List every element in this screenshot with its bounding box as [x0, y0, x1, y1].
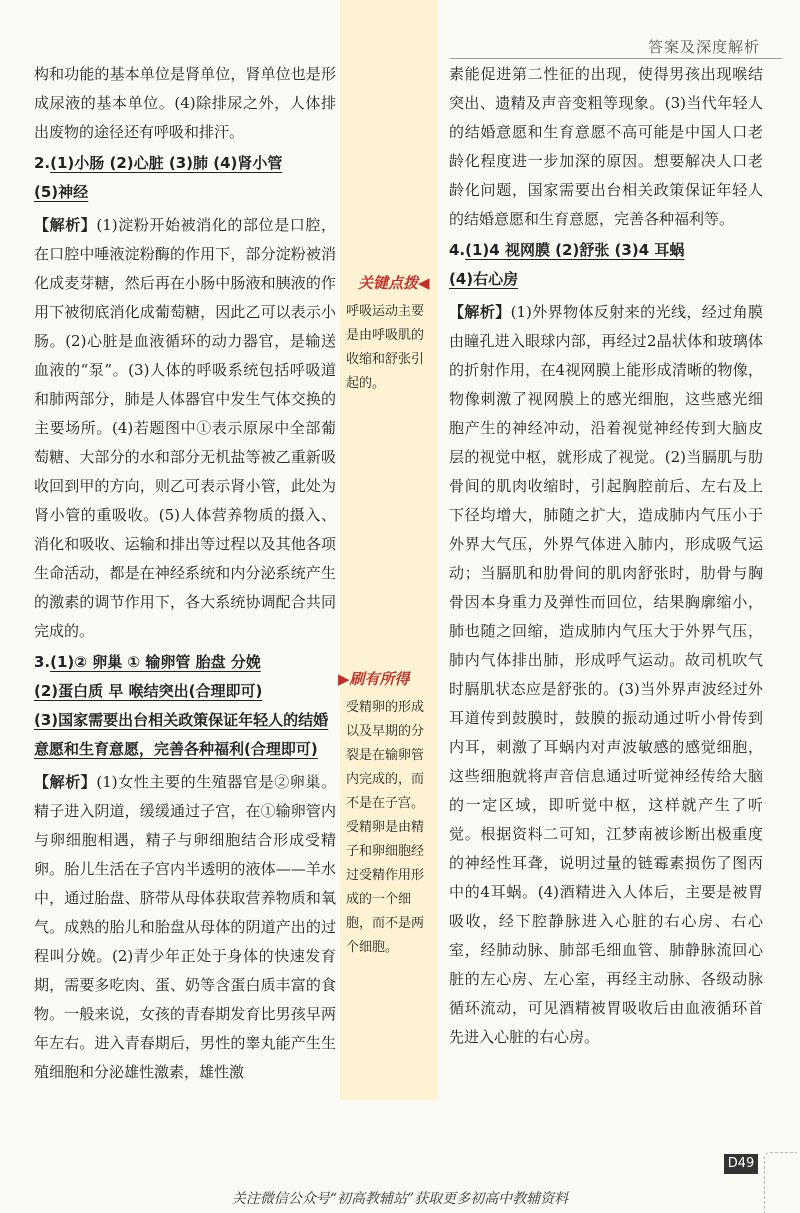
q4-answer-line2: (4)右心房 — [449, 270, 519, 288]
q3-answer — [34, 648, 336, 764]
q4-answer — [449, 236, 763, 294]
q3-analysis-tag: 【解析】 — [34, 773, 97, 791]
q3-analysis — [34, 768, 336, 1087]
q3-answer-line2: (2)蛋白质 早 喉结突出(合理即可) — [34, 682, 263, 700]
q3-analysis-text: (1)女性主要的生殖器官是②卵巢。精子进入阴道，缓缓通过子宫，在①输卵管内与卵细胞相遇，精子与卵细胞结合形成受精卵。胎儿生活在子宫内半透明的液体——羊水中，通过胎盘、脐带从母体获取营养物质和氧气。成熟的胎儿和胎盘从母体的阴道产出的过程叫分娩。(2)青少年正处于身体的快速发育期，需要多吃肉、蛋、奶等含蛋白质丰富的食物。一般来说，女孩的青春期发育比男孩早两年左右。进入青春期后，男性的睾丸能产生生殖细胞和分泌雄性激素，雄性激 — [34, 773, 336, 1081]
note-key-point-body: 呼吸运动主要是由呼吸肌的收缩和舒张引起的。 — [346, 304, 425, 391]
q2-analysis-tag: 【解析】 — [34, 216, 97, 234]
q2-analysis — [34, 211, 336, 646]
note-gain-body: 受精卵的形成以及早期的分裂是在输卵管内完成的，而不是在子宫。受精卵是由精子和卵细胞经过受精作用形成的一个细胞，而不是两个细胞。 — [346, 700, 425, 955]
q4-analysis — [449, 298, 763, 1052]
q4-analysis-text: (1)外界物体反射来的光线，经过角膜由瞳孔进入眼球内部，再经过2晶状体和玻璃体的折射作用，在4视网膜上能形成清晰的物像，物像刺激了视网膜上的感光细胞，这些感光细胞产生的神经冲动，沿着视觉神经传到大脑皮层的视觉中枢，就形成了视觉。(2)当膈肌与肋骨间的肌肉收缩时，引起胸腔前后、左右及上下径均增大，肺随之扩大，造成肺内气压小于外界大气压，外界气体进入肺内，形成吸气运动；当膈肌和肋骨间的肌肉舒张时，肋骨与胸骨因本身重力及弹性而回位，结果胸廓缩小，肺也随之回缩，造成肺内气压大于外界气压，肺内气体排出肺，形成呼气运动。故司机吹气时膈肌状态应是舒张的。(3)当外界声波经过外耳道传到鼓膜时，鼓膜的振动通过听小骨传到内耳，刺激了耳蜗内对声波敏感的感觉细胞，这些细胞就将声音信息通过听觉神经传给大脑的一定区域，即听觉中枢，这样就产生了听觉。根据资料二可知，江梦南被诊断出极重度的神经性耳聋，说明过量的链霉素损伤了图丙中的4耳蜗。(4)酒精进入人体后，主要是被胃吸收，经下腔静脉进入心脏的右心房、右心室，经肺动脉、肺部毛细血管、肺静脉流回心脏的左心房、左心室，再经主动脉、各级动脉循环流动，可见酒精被胃吸收后由血液循环首先进入心脏的右心房。 — [449, 303, 763, 1046]
q2-answer — [34, 149, 336, 207]
header-divider — [450, 58, 782, 59]
left-column — [34, 60, 336, 1087]
q2-answer-line1: (1)小肠 (2)心脏 (3)肺 (4)肾小管 — [50, 154, 283, 172]
arrow-icon: ▶ — [338, 670, 350, 688]
q2-analysis-text: (1)淀粉开始被消化的部位是口腔，在口腔中唾液淀粉酶的作用下，部分淀粉被消化成麦芽糖，然后再在小肠中肠液和胰液的作用下被彻底消化成葡萄糖，因此乙可以表示小肠。(2)心脏是血液循环的动力器官，是输送血液的“泵”。(3)人体的呼吸系统包括呼吸道和肺两部分，肺是人体器官中发生气体交换的主要场所。(4)若题图中①表示原尿中全部葡萄糖、大部分的水和部分无机盐等被乙重新吸收回到甲的方向，则乙可表示肾小管，此处为肾小管的重吸收。(5)人体营养物质的摄入、消化和吸收、运输和排出等过程以及其他各项生命活动，都是在神经系统和内分泌系统产生的激素的调节作用下，各大系统协调配合共同完成的。 — [34, 216, 336, 640]
q3-answer-line3: (3)国家需要出台相关政策保证年轻人的结婚意愿和生育意愿，完善各种福利(合理即可) — [34, 711, 329, 758]
note-key-point-title: 关键点拨◀ — [358, 274, 430, 292]
q3-answer-line1: (1)② 卵巢 ① 输卵管 胎盘 分娩 — [50, 653, 261, 671]
q4-number: 4. — [449, 241, 466, 259]
q4-analysis-tag: 【解析】 — [449, 303, 511, 321]
page-number: D49 — [724, 1154, 758, 1174]
left-intro-text: 构和功能的基本单位是肾单位，肾单位也是形成尿液的基本单位。(4)除排尿之外，人体排出废物的途径还有呼吸和排汗。 — [34, 65, 336, 141]
q4-answer-line1: (1)4 视网膜 (2)舒张 (3)4 耳蜗 — [465, 241, 685, 259]
q2-number: 2. — [34, 154, 51, 172]
page-header: 答案及深度解析 — [647, 38, 760, 56]
footer-watermark: 关注微信公众号“初高教辅站”获取更多初高中教辅资料 — [231, 1191, 569, 1207]
note-gain-title: ▶刷有所得 — [338, 670, 410, 688]
q2-answer-line2: (5)神经 — [34, 183, 89, 201]
arrow-right-icon: ◀ — [418, 274, 430, 292]
right-intro-text: 素能促进第二性征的出现，使得男孩出现喉结突出、遗精及声音变粗等现象。(3)当代年轻人的结婚意愿和生育意愿不高可能是中国人口老龄化程度进一步加深的原因。想要解决人口老龄化问题，国家需要出台相关政策保证年轻人的结婚意愿和生育意愿，完善各种福利等。 — [449, 65, 763, 228]
q3-number: 3. — [34, 653, 51, 671]
right-column — [449, 60, 763, 1052]
